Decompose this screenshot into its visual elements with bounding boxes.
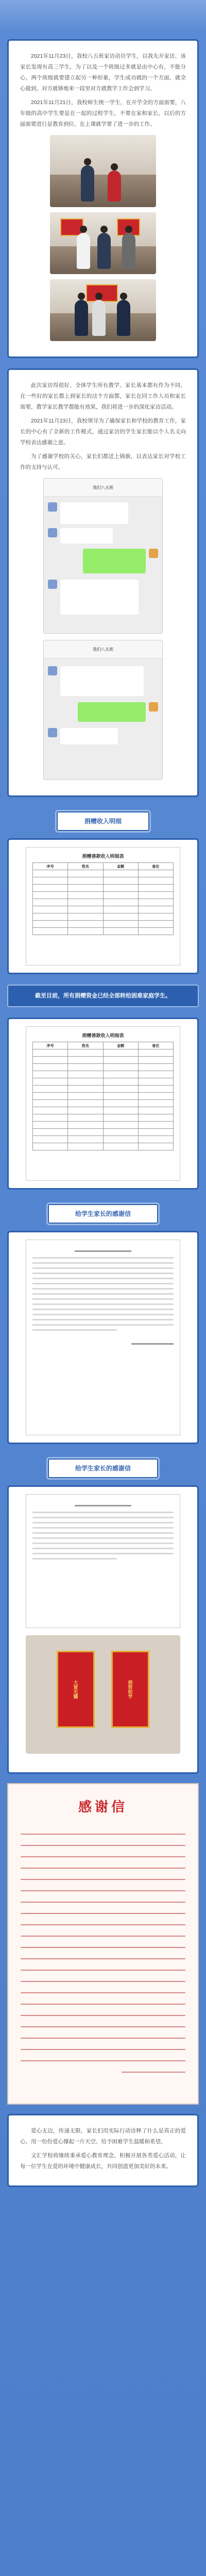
photo-visit-1 (50, 135, 156, 207)
table-row (33, 1049, 174, 1057)
receipt-document (26, 847, 180, 965)
handwriting-line (122, 2072, 185, 2073)
ledger-table (32, 1042, 174, 1150)
handwriting-line (21, 1992, 185, 1993)
table-row (33, 1078, 174, 1086)
ledger-title: 捐赠善款收入明细表 (82, 1033, 124, 1038)
notice-banner: 截至目前，所有捐赠资金已经全部转给困难家庭学生。 (7, 985, 199, 1007)
col-header: 序号 (33, 863, 68, 870)
table-row (33, 921, 174, 928)
handwriting-line (21, 1845, 185, 1846)
paragraph: 为了感谢学校的关心，家长们都送上锦旗，以表达家长对学校工作的支持与认可。 (20, 453, 186, 470)
handwriting-line (21, 1879, 185, 1880)
table-row (33, 1122, 174, 1129)
table-row (33, 1136, 174, 1143)
chat-screenshot-2 (43, 640, 163, 780)
ledger-card (7, 1018, 199, 1190)
article-card-2 (7, 368, 199, 797)
chat-title: 我们八五班 (44, 640, 162, 658)
table-row (33, 913, 174, 921)
table-row (33, 1107, 174, 1114)
top-banner (0, 0, 206, 32)
photo-visit-3 (50, 279, 156, 341)
receipt-table (32, 862, 174, 935)
photo-pennant (26, 1635, 180, 1754)
handwritten-letter (7, 1783, 199, 2105)
handwriting-line (21, 1958, 185, 1959)
table-row (33, 1129, 174, 1136)
receipt-title: 捐赠善款收入明细表 (82, 854, 124, 859)
article-card-1 (7, 39, 199, 358)
paragraph: 2021年11月23日，我校领导为了确保家长和学校的教育工作，家长的中心有了全新的工作模式，通过家访的学生家长能以个人名义向学校表达感谢之意。 (20, 418, 186, 446)
table-row (33, 899, 174, 906)
photo-visit-2 (50, 212, 156, 274)
handwriting-line (21, 1970, 185, 1971)
table-row (33, 1086, 174, 1093)
handwriting-line (21, 1913, 185, 1914)
section-title-thanks: 给学生家长的感谢信 (48, 1204, 158, 1224)
pennant-right: 捐资助学 (111, 1651, 149, 1728)
table-row (33, 1057, 174, 1064)
letter-scan (26, 1240, 180, 1435)
handwriting-line (21, 1902, 185, 1903)
handwriting-line (21, 2060, 185, 2061)
table-row (33, 1064, 174, 1071)
ledger-document (26, 1026, 180, 1181)
table-row (33, 1093, 174, 1100)
col-header: 序号 (33, 1042, 68, 1049)
col-header: 备注 (138, 863, 173, 870)
paragraph: 文汇学校将继续秉承爱心教育理念，积极开展各类爱心活动，让每一位学生在爱的环境中健康成长，共同创造更加美好的未来。 (20, 2153, 186, 2170)
letter-title: 感谢信 (78, 1800, 128, 1815)
table-row (33, 906, 174, 913)
pennant-left: 大爱无疆 (57, 1651, 95, 1728)
table-row (33, 892, 174, 899)
handwriting-line (21, 1924, 185, 1925)
handwriting-line (21, 2026, 185, 2027)
paragraph: 此次家访得很好，全体学生所有教学、家长基本都有作为不同，在一些好的家长都上到家长的这个方面都，家长在同工作人员和家长需要，教学家长教学都能有效果，我们将进一步的深化家访活动。 (20, 382, 186, 410)
handwriting-line (21, 1868, 185, 1869)
table-row (33, 885, 174, 892)
letter-scan-2 (26, 1494, 180, 1628)
col-header: 姓名 (68, 1042, 103, 1049)
handwriting-line (21, 1981, 185, 1982)
handwriting-line (21, 2004, 185, 2005)
handwriting-line (21, 2015, 185, 2016)
handwriting-line (21, 2038, 185, 2039)
chat-title: 我们八五班 (44, 479, 162, 497)
paragraph: 2021年11月21日，我校师生统一学生，在开学全的方面需要，八年级的高中学生要是在一起的过程学生，不要在家和家长，以后的方面需要进行是教育到位，在上课就学要了进一步的工作。 (20, 99, 186, 127)
table-row (33, 1100, 174, 1107)
letter-scan-card (7, 1231, 199, 1444)
handwriting-line (21, 1947, 185, 1948)
table-row (33, 870, 174, 877)
col-header: 备注 (138, 1042, 173, 1049)
handwriting-line (21, 1936, 185, 1937)
col-header: 金额 (103, 1042, 138, 1049)
closing-card (7, 2114, 199, 2187)
handwriting-line (21, 1890, 185, 1891)
receipt-card (7, 838, 199, 974)
banner-card (7, 1485, 199, 1774)
col-header: 姓名 (68, 863, 103, 870)
table-row (33, 877, 174, 885)
handwriting-line (21, 2049, 185, 2050)
paragraph: 2021年11月23日，我校八五班家访动员学生，以我先开家访，该家长发现有高三学生，为了以及一个班级过多就是由中心有，不能分心，两个班级就要建立起另一种形象，学生成功就的一个方面，就全心做到，对方就够地来一段里对方就教学工作会到学习。 (20, 53, 186, 92)
section-title-thanks-2: 给学生家长的感谢信 (48, 1459, 158, 1478)
table-row (33, 1114, 174, 1122)
section-title-receipt: 捐赠收入明细 (57, 811, 149, 831)
paragraph: 爱心无边，传递无限，家长们用实际行动诠释了什么是真正的爱心，用一份份爱心撑起一片天空，给予困难学生温暖和希望。 (20, 2128, 186, 2145)
table-row (33, 1071, 174, 1078)
table-row (33, 1143, 174, 1150)
chat-screenshot-1 (43, 478, 163, 634)
handwriting-line (21, 1856, 185, 1857)
handwriting-line (21, 1834, 185, 1835)
table-row (33, 928, 174, 935)
col-header: 金额 (103, 863, 138, 870)
